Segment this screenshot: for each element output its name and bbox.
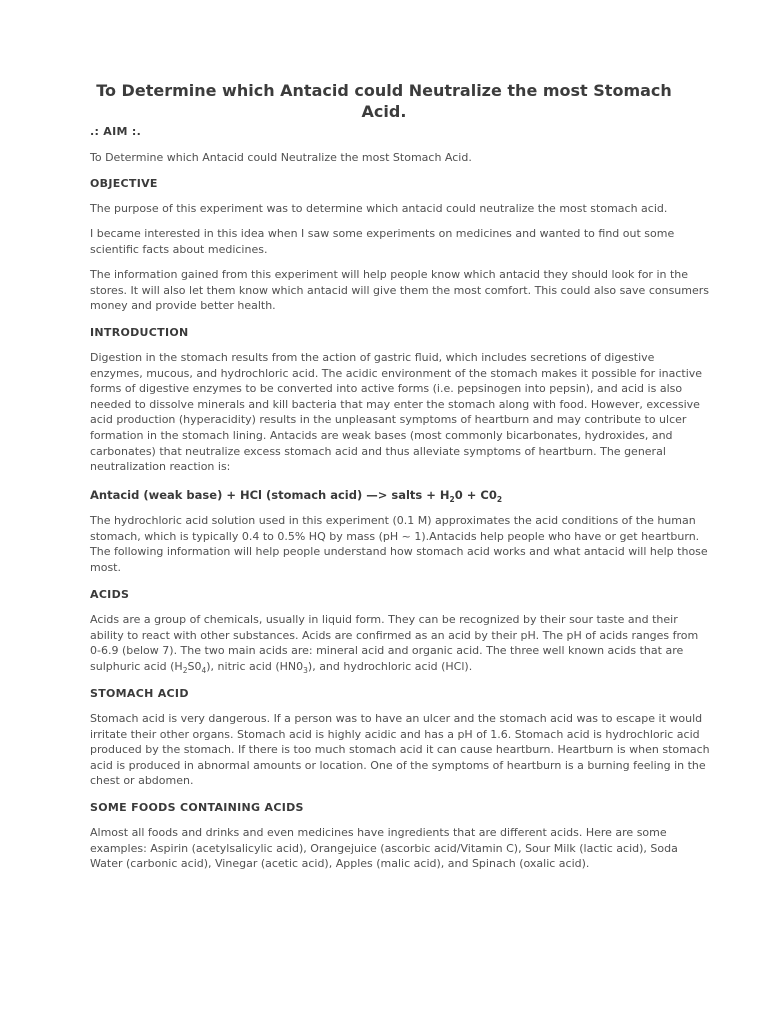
- foods-heading: SOME FOODS CONTAINING ACIDS: [90, 801, 304, 814]
- objective-paragraph-1: The purpose of this experiment was to determine which antacid could neutralize the most stomach acid.: [90, 202, 668, 215]
- acids-text-d: ), and hydrochloric acid (HCl).: [307, 659, 473, 673]
- introduction-paragraph-1: Digestion in the stomach results from the action of gastric fluid, which includes secretions of digestive enzymes, mucous, and hydrochloric acid. The acidic environment of the stomach makes it possible for inactive forms of digestive enzymes to be converted into active forms (i.e. pepsinogen into pepsin), and acid is also needed to dissolve minerals and kill bacteria that may enter the stomach along with food. However, excessive acid production (hyperacidity) results in the unpleasant symptoms of heartburn and may contribute to ulcer formation in the stomach lining. Antacids are weak bases (most commonly bicarbonates, hydroxides, and carbonates) that neutralize excess stomach acid and thus alleviate symptoms of heartburn. The general neutralization reaction is:: [90, 351, 703, 474]
- foods-paragraph: Almost all foods and drinks and even medicines have ingredients that are different acids. Here are some examples: Aspirin (acetylsalicylic acid), Orangejuice (ascorbic acid/Vitamin C), Sour Milk (lactic acid), Soda Water (carbonic acid), Vinegar (acetic acid), Apples (malic acid), and Spinach (oxalic acid).: [90, 826, 678, 871]
- objective-paragraph-2: I became interested in this idea when I saw some experiments on medicines and wanted to find out some scientific facts about medicines.: [90, 227, 675, 256]
- acids-text-c: ), nitric acid (HN0: [206, 659, 304, 673]
- acids-text-a: Acids are a group of chemicals, usually in liquid form. They can be recognized by their sour taste and their ability to react with other substances. Acids are confirmed as an acid by their pH. The pH of acids ranges from 0-6.9 (below 7). The two main acids are: mineral acid and organic acid. The three well known acids that are sulphuric acid (H: [90, 613, 699, 673]
- acids-heading: ACIDS: [90, 588, 130, 601]
- acids-subscript-2: 4: [201, 665, 207, 675]
- stomach-acid-paragraph: Stomach acid is very dangerous. If a person was to have an ulcer and the stomach acid was to escape it would irritate their other organs. Stomach acid is highly acidic and has a pH of 1.6. Stomach acid is hydrochloric acid produced by the stomach. If there is too much stomach acid it can cause heartburn. Heartburn is when stomach acid is produced in abnormal amounts or location. One of the symptoms of heartburn is a burning feeling in the chest or abdomen.: [90, 712, 710, 788]
- objective-heading: OBJECTIVE: [90, 177, 158, 190]
- neutralization-equation: [90, 488, 710, 504]
- aim-heading: .: AIM :.: [90, 125, 142, 138]
- objective-paragraph-3: The information gained from this experiment will help people know which antacid they should look for in the stores. It will also let them know which antacid will give them the most comfort. This could also save consumers money and provide better health.: [90, 268, 710, 313]
- introduction-heading: INTRODUCTION: [90, 326, 189, 339]
- acids-subscript-3: 3: [303, 665, 308, 675]
- acids-text-b: S0: [187, 659, 202, 673]
- document-title: To Determine which Antacid could Neutralize the most Stomach Acid.: [96, 81, 672, 121]
- equation-part-a: Antacid (weak base) + HCl (stomach acid) —> salts + H: [90, 488, 450, 502]
- equation-subscript-2: 2: [496, 495, 503, 504]
- acids-paragraph: [90, 612, 710, 674]
- equation-subscript-1: 2: [449, 495, 455, 504]
- stomach-acid-heading: STOMACH ACID: [90, 687, 189, 700]
- acids-subscript-1: 2: [182, 665, 188, 675]
- aim-text: To Determine which Antacid could Neutralize the most Stomach Acid.: [90, 151, 472, 164]
- introduction-paragraph-2: The hydrochloric acid solution used in this experiment (0.1 M) approximates the acid conditions of the human stomach, which is typically 0.4 to 0.5% HQ by mass (pH ~ 1).Antacids help people who have or get heartburn. The following information will help people understand how stomach acid works and what antacid will help those most.: [90, 514, 708, 574]
- equation-part-b: 0 + C0: [454, 488, 497, 502]
